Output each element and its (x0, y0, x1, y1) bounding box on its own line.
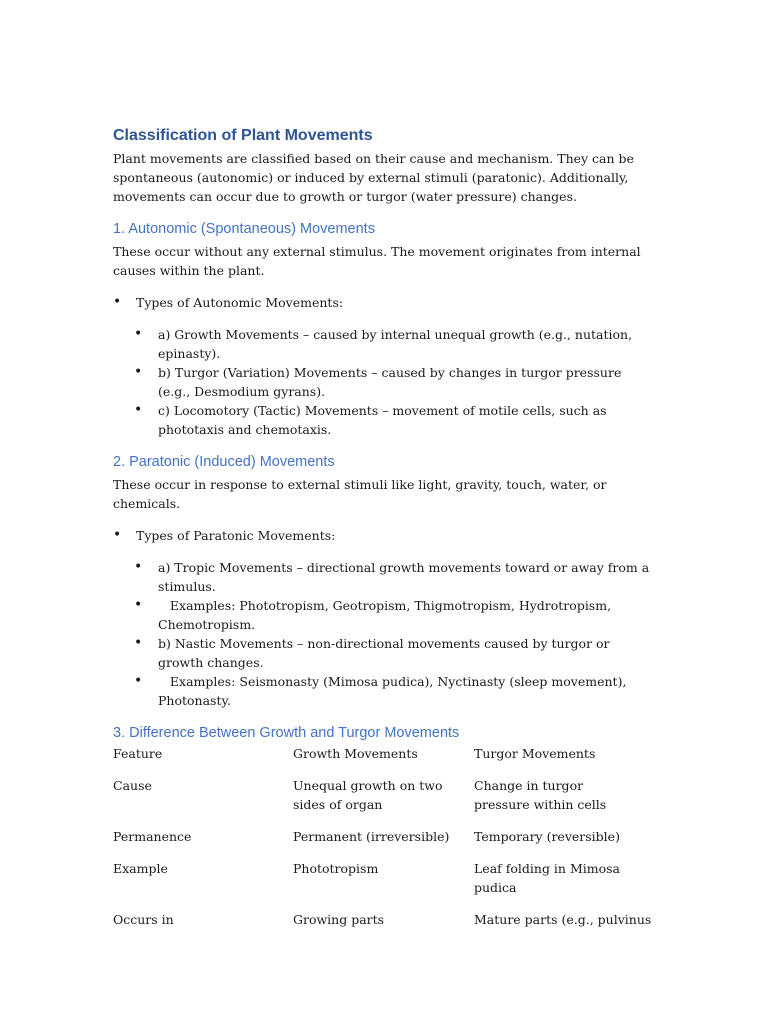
section1-sub-list (113, 325, 653, 439)
table-cell: Leaf folding in Mimosa pudica (474, 861, 620, 895)
list-item: • Types of Autonomic Movements: (113, 293, 653, 312)
comparison-table (113, 744, 653, 929)
table-cell: Cause (113, 778, 152, 793)
table-row (113, 910, 653, 929)
section1-heading: 1. Autonomic (Spontaneous) Movements (113, 221, 375, 237)
list-item: • b) Turgor (Variation) Movements – caused by changes in turgor pressure (e.g., Desmodium gyrans). (113, 363, 653, 401)
table-cell: Permanence (113, 829, 192, 844)
table-row (113, 859, 653, 910)
list-item: • a) Growth Movements – caused by internal unequal growth (e.g., nutation, epinasty). (113, 325, 653, 363)
table-cell: Permanent (irreversible) (293, 829, 450, 844)
table-header-cell: Feature (113, 746, 163, 761)
section2-bullet-list (113, 526, 653, 545)
table-header-cell: Growth Movements (293, 746, 418, 761)
table-cell: Temporary (reversible) (474, 829, 620, 844)
section3-heading: 3. Difference Between Growth and Turgor Movements (113, 725, 460, 741)
intro-paragraph: Plant movements are classified based on their cause and mechanism. They can be spontaneous (autonomic) or induced by external stimuli (paratonic). Additionally, movements can occur due to growth or turgor (water pressure) changes. (113, 151, 634, 204)
list-item: • b) Nastic Movements – non-directional movements caused by turgor or growth changes. (113, 634, 653, 672)
list-item: • Examples: Seismonasty (Mimosa pudica), Nyctinasty (sleep movement), Photonasty. (113, 672, 653, 710)
list-item: • Types of Paratonic Movements: (113, 526, 653, 545)
section2-sub-list (113, 558, 653, 710)
section1-paragraph: These occur without any external stimulus. The movement originates from internal causes within the plant. (113, 244, 641, 278)
document-title: Classification of Plant Movements (113, 127, 373, 144)
table-cell: Growing parts (293, 912, 385, 927)
section2-heading: 2. Paratonic (Induced) Movements (113, 454, 335, 470)
list-item: • Examples: Phototropism, Geotropism, Thigmotropism, Hydrotropism, Chemotropism. (113, 596, 653, 634)
list-item: • a) Tropic Movements – directional growth movements toward or away from a stimulus. (113, 558, 653, 596)
table-row (113, 827, 653, 859)
table-header-row (113, 744, 653, 776)
table-cell: Occurs in (113, 912, 174, 927)
section2-paragraph: These occur in response to external stimuli like light, gravity, touch, water, or chemicals. (113, 477, 607, 511)
document-page (113, 126, 653, 929)
table-cell: Change in turgor pressure within cells (474, 778, 607, 812)
table-row (113, 776, 653, 827)
section1-bullet-list (113, 293, 653, 312)
table-header-cell: Turgor Movements (474, 746, 596, 761)
table-cell: Unequal growth on two sides of organ (293, 778, 443, 812)
table-cell: Mature parts (e.g., pulvinus (474, 912, 652, 927)
list-item: • c) Locomotory (Tactic) Movements – movement of motile cells, such as phototaxis and chemotaxis. (113, 401, 653, 439)
table-cell: Example (113, 861, 168, 876)
table-cell: Phototropism (293, 861, 379, 876)
